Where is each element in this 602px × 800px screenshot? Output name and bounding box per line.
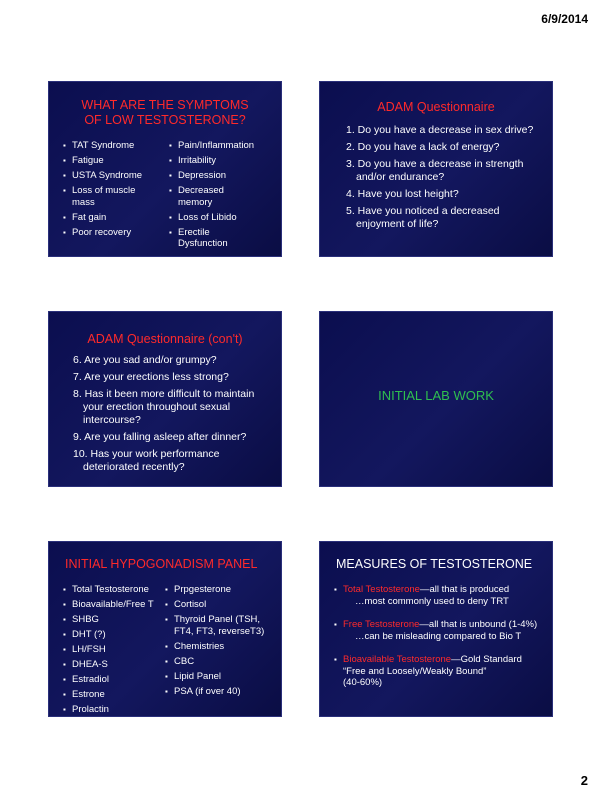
panel-list-left <box>63 584 163 717</box>
list-item: 10. Has your work performance deteriorated recently? <box>73 448 220 473</box>
symptom-list-right <box>169 140 279 253</box>
list-item: ▪ DHEA-S <box>63 659 163 671</box>
list-item: ▪ Poor recovery <box>63 227 161 239</box>
list-item: ▪ Irritability <box>169 155 279 167</box>
list-item: ▪ Cortisol <box>165 599 277 611</box>
list-item: ▪ Prpgesterone <box>165 584 277 596</box>
list-item: ▪ Thyroid Panel (TSH, FT4, FT3, reverseT3) <box>165 614 277 637</box>
title-line-1: WHAT ARE THE SYMPTOMS <box>81 98 249 112</box>
slide-title: INITIAL HYPOGONADISM PANEL <box>65 557 258 571</box>
term-description: —Gold Standard “Free and Loosely/Weakly Bound” <box>343 654 522 677</box>
title-line-2: OF LOW TESTOSTERONE? <box>84 113 246 127</box>
term-note: …most commonly used to deny TRT <box>355 595 509 607</box>
slide-title: ADAM Questionnaire (con't) <box>87 332 243 346</box>
term-description: —all that is unbound (1-4%) <box>419 619 538 630</box>
slide-title: ADAM Questionnaire <box>377 100 495 114</box>
list-item: ▪ Estrone <box>63 689 163 701</box>
list-item: ▪ Fat gain <box>63 212 161 224</box>
list-item: ▪ Depression <box>169 170 279 182</box>
list-item: ▪ Estradiol <box>63 674 163 686</box>
list-item: ▪ Loss of muscle mass <box>63 185 142 208</box>
page-number: 2 <box>580 773 588 788</box>
list-item: ▪ CBC <box>165 656 277 668</box>
list-item: 4. Have you lost height? <box>346 188 459 200</box>
list-item: 2. Do you have a lack of energy? <box>346 141 500 153</box>
question-list <box>73 354 269 478</box>
question-list <box>346 124 542 235</box>
list-item <box>334 654 542 689</box>
list-item: ▪ SHBG <box>63 614 163 626</box>
list-item: 9. Are you falling asleep after dinner? <box>73 431 247 443</box>
term-free-testosterone: Free Testosterone <box>343 619 420 630</box>
page-date: 6/9/2014 <box>541 12 588 26</box>
slide-title: INITIAL LAB WORK <box>378 388 494 403</box>
list-item: ▪ PSA (if over 40) <box>165 686 277 698</box>
list-item: 5. Have you noticed a decreased enjoyment of life? <box>346 205 500 230</box>
panel-list-right <box>165 584 277 701</box>
measures-list <box>334 584 542 701</box>
list-item <box>334 584 542 607</box>
list-item: 1. Do you have a decrease in sex drive? <box>346 124 534 136</box>
list-item: ▪ Fatigue <box>63 155 161 167</box>
slide-initial-lab-work <box>319 311 553 487</box>
term-note: (40-60%) <box>343 677 383 688</box>
list-item: ▪ Prolactin <box>63 704 163 716</box>
list-item: 8. Has it been more difficult to maintain your erection throughout sexual intercourse? <box>73 388 255 426</box>
slide-symptoms <box>48 81 282 257</box>
term-description: —all that is produced <box>419 584 510 595</box>
list-item: ▪ Erectile Dysfunction <box>169 227 240 250</box>
slide-measures-of-testosterone <box>319 541 553 717</box>
list-item: ▪ Loss of Libido <box>169 212 279 224</box>
slide-hypogonadism-panel <box>48 541 282 717</box>
list-item: ▪ LH/FSH <box>63 644 163 656</box>
list-item: 6. Are you sad and/or grumpy? <box>73 354 217 366</box>
list-item: 7. Are your erections less strong? <box>73 371 229 383</box>
symptom-list-left <box>63 140 161 242</box>
slide-adam-questionnaire <box>319 81 553 257</box>
list-item: ▪ Decreased memory <box>169 185 240 208</box>
list-item: ▪ Lipid Panel <box>165 671 277 683</box>
list-item: ▪ USTA Syndrome <box>63 170 161 182</box>
list-item: ▪ Chemistries <box>165 641 277 653</box>
list-item: ▪ Pain/Inflammation <box>169 140 279 152</box>
slide-title <box>49 98 281 128</box>
list-item: ▪ DHT (?) <box>63 629 163 641</box>
list-item: ▪ Bioavailable/Free T <box>63 599 163 611</box>
list-item: ▪ Total Testosterone <box>63 584 163 596</box>
list-item <box>334 619 542 642</box>
term-total-testosterone: Total Testosterone <box>343 584 420 595</box>
slide-title: MEASURES OF TESTOSTERONE <box>336 557 533 571</box>
list-item: 3. Do you have a decrease in strength and/or endurance? <box>346 158 524 183</box>
list-item: ▪ TAT Syndrome <box>63 140 161 152</box>
slide-adam-questionnaire-cont <box>48 311 282 487</box>
term-bioavailable-testosterone: Bioavailable Testosterone <box>343 654 452 665</box>
term-note: …can be misleading compared to Bio T <box>355 630 522 642</box>
